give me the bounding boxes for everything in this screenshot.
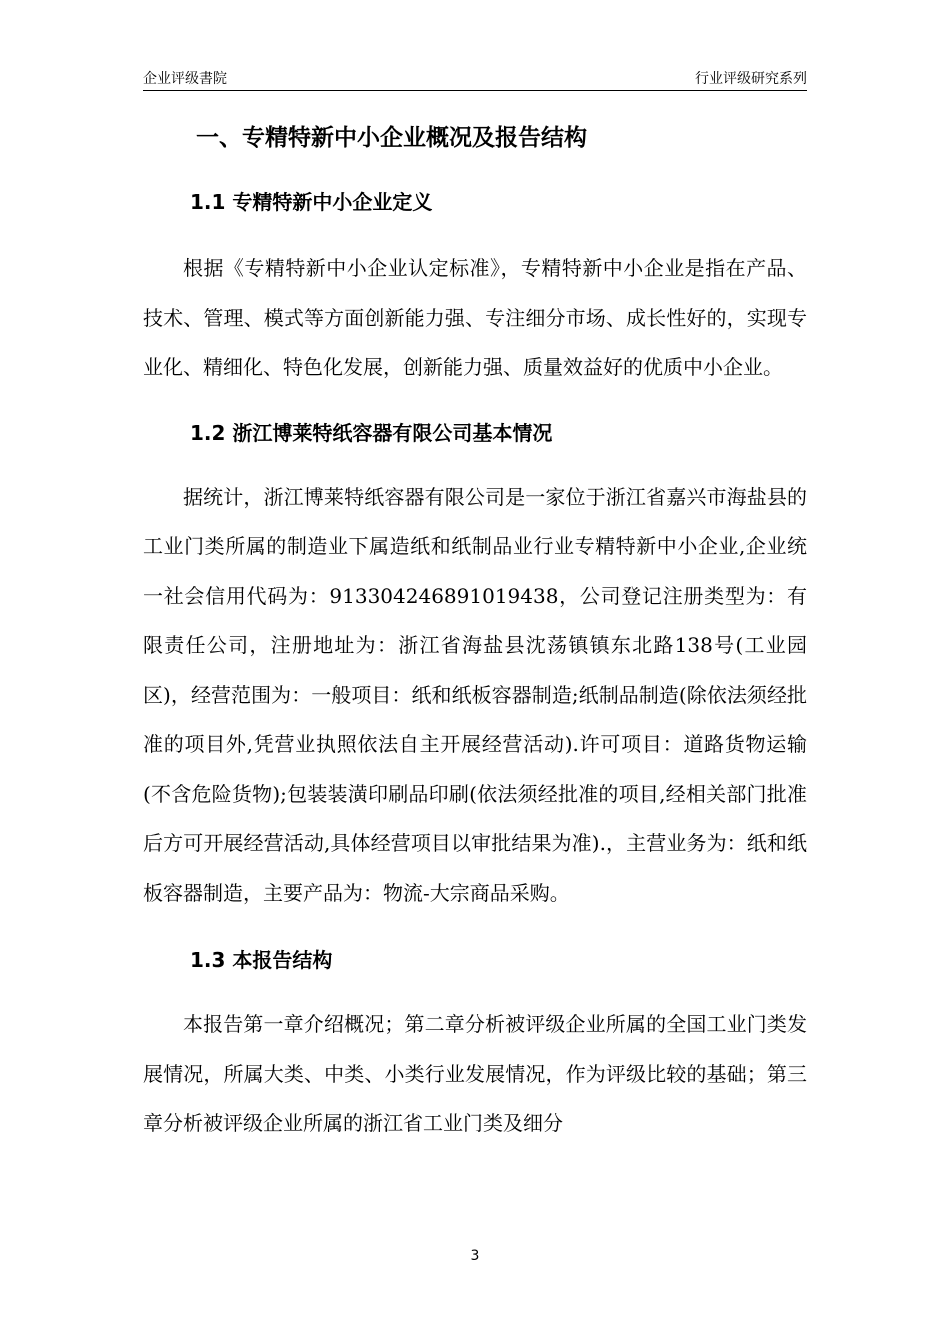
- section-heading-1-2: 1.2 浙江博莱特纸容器有限公司基本情况: [190, 420, 553, 445]
- header-left-text: 企业评级書院: [143, 71, 227, 87]
- chapter-title: 一、专精特新中小企业概况及报告结构: [196, 125, 587, 151]
- section-heading-1-3: 1.3 本报告结构: [190, 948, 333, 972]
- section-paragraph-1-1: 根据《专精特新中小企业认定标准》，专精特新中小企业是指在产品、技术、管理、模式等方面创新能力强、专注细分市场、成长性好的，实现专业化、精细化、特色化发展，创新能力强、质量效益好的优质中小企业。: [143, 256, 807, 379]
- page-header: [143, 64, 807, 91]
- page-number: 3: [470, 1248, 480, 1264]
- header-right-text: 行业评级研究系列: [695, 71, 807, 87]
- section-paragraph-1-2: 据统计，浙江博莱特纸容器有限公司是一家位于浙江省嘉兴市海盐县的工业门类所属的制造业下属造纸和纸制品业行业专精特新中小企业,企业统一社会信用代码为：913304246891019438，公司登记注册类型为：有限责任公司，注册地址为：浙江省海盐县沈荡镇镇东北路138号(工业园区)，经营范围为：一般项目：纸和纸板容器制造;纸制品制造(除依法须经批准的项目外,凭营业执照依法自主开展经营活动).许可项目：道路货物运输(不含危险货物);包装装潢印刷品印刷(依法须经批准的项目,经相关部门批准后方可开展经营活动,具体经营项目以审批结果为准).，主营业务为：纸和纸板容器制造，主要产品为：物流-大宗商品采购。: [143, 484, 807, 905]
- document-body: [143, 110, 807, 1149]
- section-paragraph-1-3: 本报告第一章介绍概况；第二章分析被评级企业所属的全国工业门类发展情况，所属大类、中类、小类行业发展情况，作为评级比较的基础；第三章分析被评级企业所属的浙江省工业门类及细分: [143, 1012, 807, 1135]
- section-heading-1-1: 1.1 专精特新中小企业定义: [190, 190, 433, 214]
